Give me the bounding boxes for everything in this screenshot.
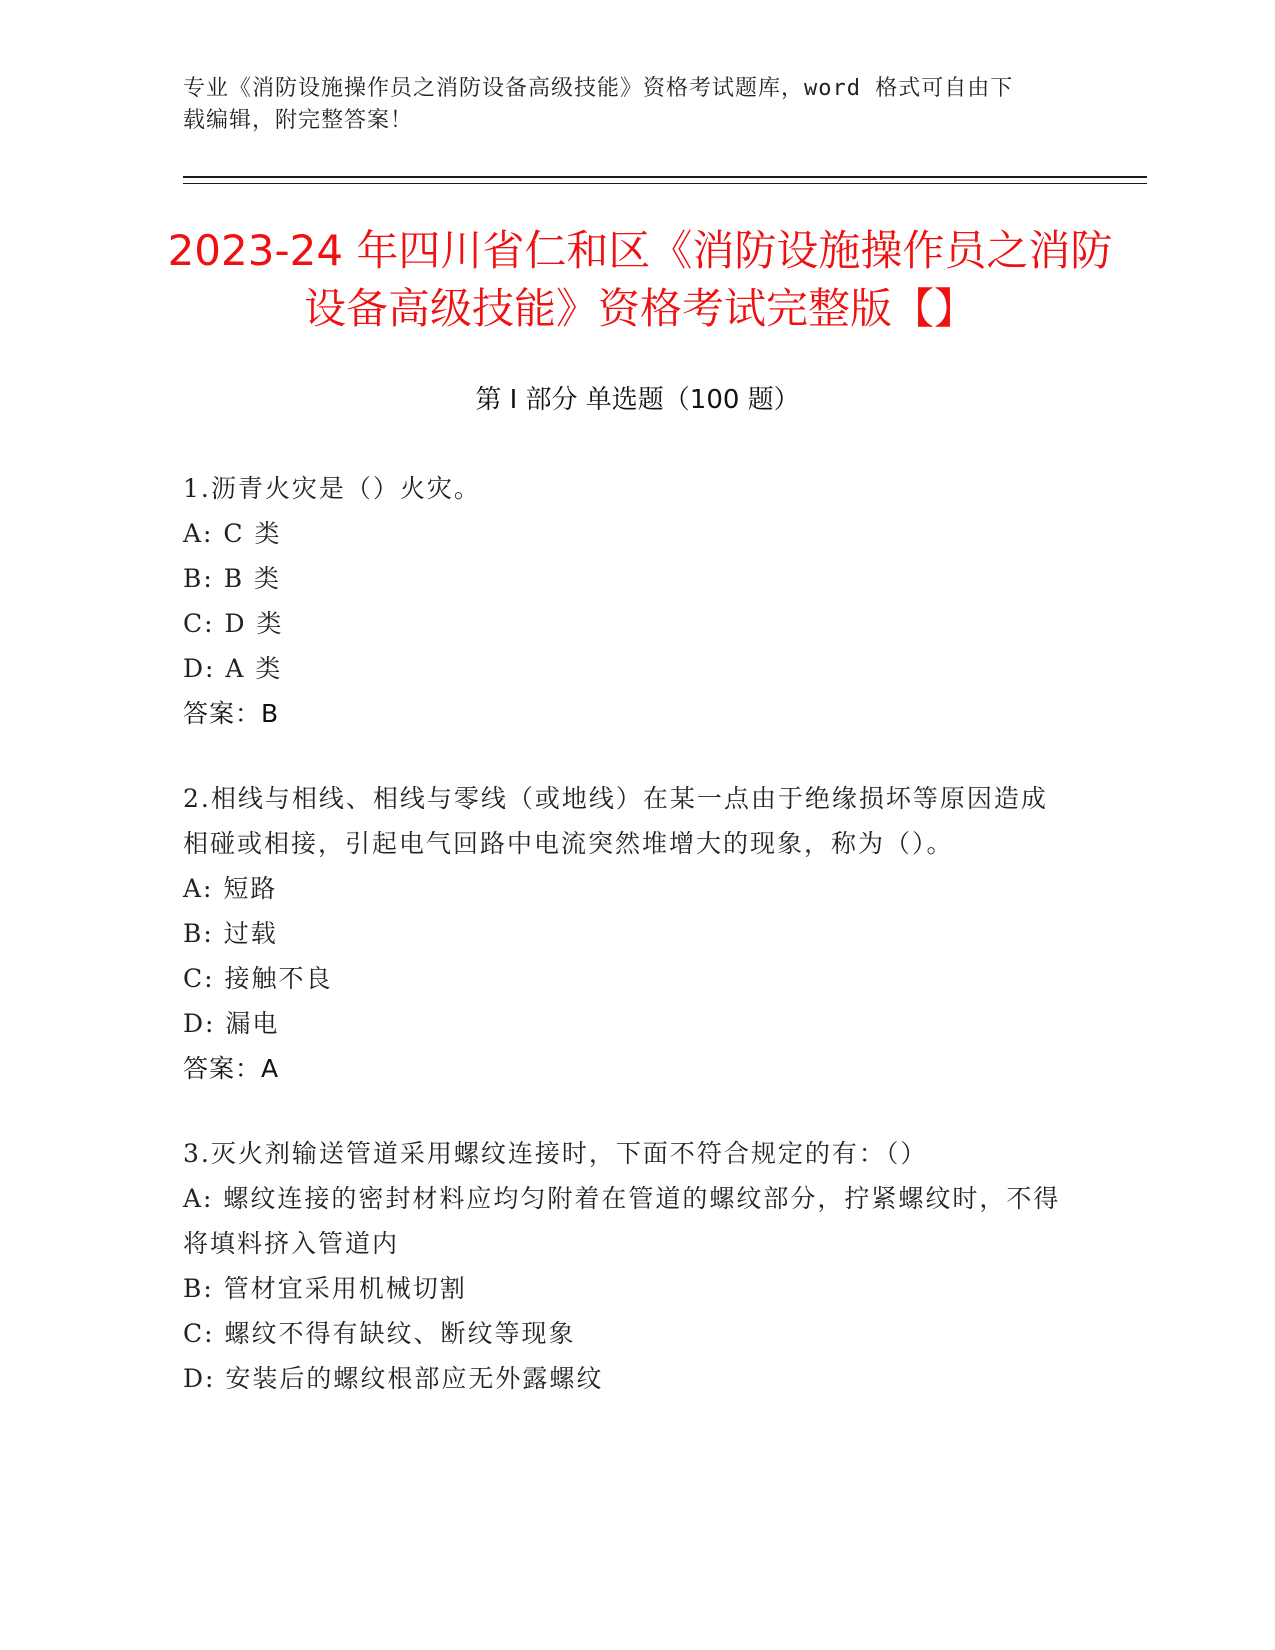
option-b: B: 管材宜采用机械切割 [183,1274,467,1303]
question-1 [183,466,1063,736]
header-note: 专业《消防设施操作员之消防设备高级技能》资格考试题库，word 格式可自由下 载编辑，附完整答案！ [183,76,1014,133]
option-b: B: B 类 [183,564,282,593]
option-c: C: 接触不良 [183,964,333,993]
header-divider-thin [183,183,1147,184]
option-d: D: A 类 [183,654,283,683]
header-divider-thick [183,176,1147,178]
question-stem: 3.灭火剂输送管道采用螺纹连接时，下面不符合规定的有：（） [183,1139,928,1168]
document-title: 2023-24 年四川省仁和区《消防设施操作员之消防设备高级技能》资格考试完整版【】 [167,226,1113,333]
answer-line: 答案：B [183,699,280,728]
question-spacer [183,1091,1063,1131]
question-stem: 1.沥青火灾是（）火灾。 [183,474,481,503]
option-d: D: 漏电 [183,1009,280,1038]
question-spacer [183,736,1063,776]
option-a: A: 短路 [183,874,278,903]
section-heading: 第 I 部分 单选题（100 题） [475,385,800,415]
option-c: C: D 类 [183,609,284,638]
option-a: A: C 类 [183,519,282,548]
option-c: C: 螺纹不得有缺纹、断纹等现象 [183,1319,576,1348]
question-2 [183,776,1063,1091]
option-d: D: 安装后的螺纹根部应无外露螺纹 [183,1364,604,1393]
question-3 [183,1131,1063,1401]
question-list [183,466,1063,1401]
question-stem: 2.相线与相线、相线与零线（或地线）在某一点由于绝缘损坏等原因造成相碰或相接，引起电气回路中电流突然堆增大的现象，称为（）。 [183,784,1048,858]
option-a: A: 螺纹连接的密封材料应均匀附着在管道的螺纹部分，拧紧螺纹时，不得将填料挤入管道内 [183,1184,1061,1258]
answer-line: 答案：A [183,1054,280,1083]
option-b: B: 过载 [183,919,278,948]
